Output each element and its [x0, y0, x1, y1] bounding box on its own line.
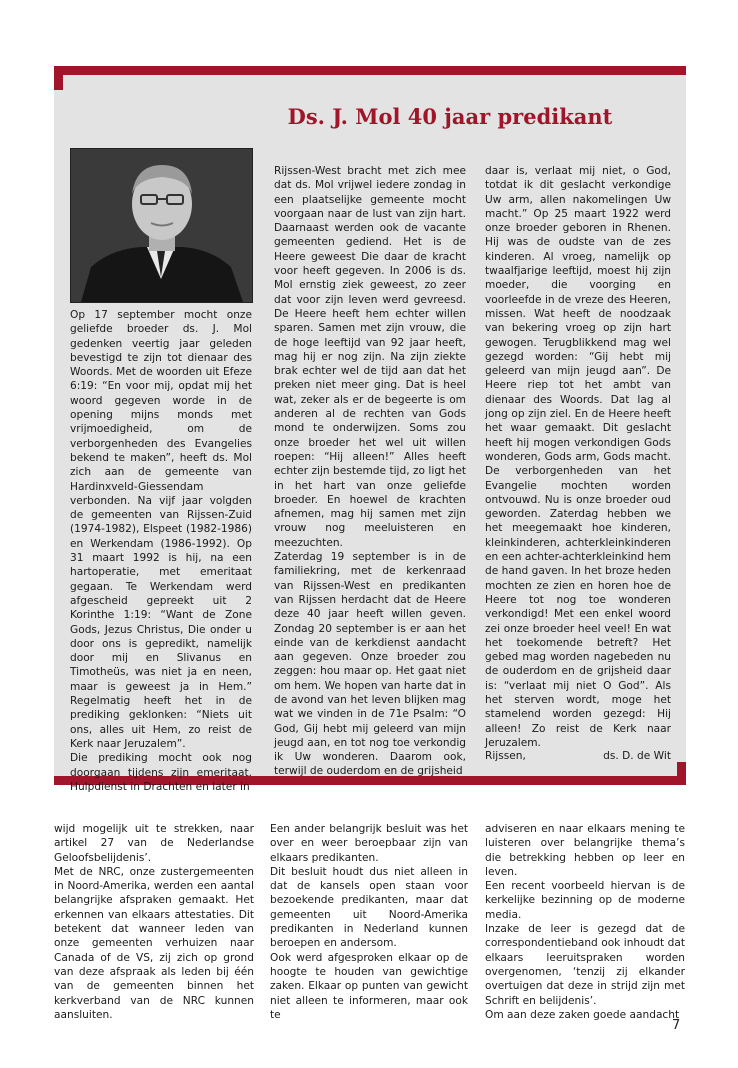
article-paragraph: Die prediking mocht ook nog doorgaan tijdens zijn emeritaat. Hulpdienst in Drachten en later in: [70, 752, 252, 793]
body-paragraph: Met de NRC, onze zustergemeenten in Noord-Amerika, werden een aantal belangrijke afspraken gemaakt. Het erkennen van elkaars attestaties. Dit betekent dat wanneer leden van onze gemeenten verhuizen naar Canada of de VS, zij zich op grond van deze afspraak als leden bij één van de gemeenten binnen het kerkverband van de NRC kunnen aansluiten.: [54, 865, 254, 1021]
body-paragraph: wijd mogelijk uit te strekken, naar artikel 27 van de Nederlandse Geloofsbelijdenis’.: [54, 823, 254, 864]
body-paragraph: Een recent voorbeeld hiervan is de kerkelijke bezinning op de moderne media.: [485, 880, 685, 921]
body-paragraph: Om aan deze zaken goede aandacht: [485, 1008, 680, 1021]
continuation-column-3: [485, 822, 685, 1022]
continuation-column-2: [270, 822, 468, 1022]
article-column-1: [70, 308, 252, 794]
body-paragraph: adviseren en naar elkaars mening te luisteren over belangrijke thema’s die betrekking hebben op leer en leven.: [485, 823, 685, 878]
frame-bar-top: [54, 66, 686, 75]
article-signature: [485, 750, 671, 762]
article-column-2: [274, 164, 466, 779]
article-paragraph: Zaterdag 19 september is in de familiekring, met de kerkenraad van Rijssen-West en predikanten van Rijssen herdacht dat de Heere deze 40 jaar heeft willen geven. Zondag 20 september is er aan het einde van de kerkdienst aandacht aan gegeven. Onze broeder zou zeggen: hou maar op. Het gaat niet om hem. We hopen van harte dat in de avond van het leven blijken mag wat we vinden in de 71e Psalm: “O God, Gij hebt mij geleerd van mijn jeugd aan, en tot nog toe verkondig ik Uw wonderen. Daarom ook, terwijl de ouderdom en de grijsheid: [274, 551, 466, 778]
body-paragraph: Dit besluit houdt dus niet alleen in dat de kansels open staan voor bezoekende predikanten, maar dat gemeenten uit Noord-Amerika predikanten in Nederland kunnen beroepen en andersom.: [270, 865, 468, 950]
body-paragraph: Een ander belangrijk besluit was het over en weer beroepbaar zijn van elkaars predikanten.: [270, 823, 468, 864]
signature-place: Rijssen,: [485, 750, 526, 762]
frame-bar-top-left: [54, 66, 63, 90]
article-title: Ds. J. Mol 40 jaar predikant: [287, 104, 613, 129]
continuation-column-1: [54, 822, 254, 1022]
article-paragraph: Op 17 september mocht onze geliefde broeder ds. J. Mol gedenken veertig jaar geleden bevestigd te zijn tot dienaar des Woords. Met de woorden uit Efeze 6:19: “En voor mij, opdat mij het woord gegeven worde in de opening mijns monds met vrijmoedigheid, om de verborgenheden des Evangelies bekend te maken”, heeft ds. Mol zich aan de gemeente van Hardinxveld-Giessendam verbonden. Na vijf jaar volgden de gemeenten van Rijssen-Zuid (1974-1982), Elspeet (1982-1986) en Werkendam (1986-1992). Op 31 maart 1992 is hij, na een hartoperatie, met emeritaat gegaan. Te Werkendam werd afgescheid gepreekt uit 2 Korinthe 1:19: “Want de Zone Gods, Jezus Christus, Die onder u door ons is gepredikt, namelijk door mij en Slivanus en Timotheüs, was niet ja en neen, maar is geweest ja in Hem.” Regelmatig heeft het in de prediking geklonken: “Niets uit ons, alles uit Hem, zo reist de Kerk naar Jeruzalem”.: [70, 309, 252, 750]
body-paragraph: Ook werd afgesproken elkaar op de hoogte te houden van gewichtige zaken. Elkaar op punten van gewicht niet alleen te informeren, maar ook te: [270, 951, 468, 1021]
article-paragraph: daar is, verlaat mij niet, o God, totdat ik dit geslacht verkondige Uw arm, allen nakomelingen Uw macht.” Op 25 maart 1922 werd onze broeder geboren in Rhenen. Hij was de oudste van de zes kinderen. Al vroeg, namelijk op twaalfjarige leeftijd, moest hij zijn moeder, die voorging en voorleefde in de vreze des Heeren, missen. Wat heeft de noodzaak van bekering vroeg op zijn hart gewogen. Terugblikkend mag wel gezegd worden: “Gij hebt mij geleerd van mijn jeugd aan”. De Heere riep tot het ambt van dienaar des Woords. Dat lag al jong op zijn ziel. En de Heere heeft het waar gemaakt. Dit geslacht heeft hij mogen verkondigen Gods wonderen, Gods arm, Gods macht. De verborgenheden van het Evangelie mochten worden ontvouwd. Nu is onze broeder oud geworden. Zaterdag hebben we het meegemaakt hoe kinderen, kleinkinderen, achterkleinkinderen en een achter-achterkleinkind hem de hand gaven. In het broze heden mochten ze zien en horen hoe de Heere tot nog toe wonderen verkondigd! Met een enkel woord zei onze broeder heel veel! En wat het toekomende betreft? Het gebed mag worden nagebeden nu de ouderdom en de grijsheid daar is: “verlaat mij niet O God”. Als het sterven wordt, moge het stamelend worden gezegd: Hij alleen! Zo reist de Kerk naar Jeruzalem.: [485, 165, 671, 749]
body-paragraph: Inzake de leer is gezegd dat de correspondentieband ook inhoudt dat elkaars leeruitspraken worden overgenomen, ‘tenzij zij elkander overtuigen dat deze in strijd zijn met Schrift en belijdenis’.: [485, 923, 685, 1007]
signature-author: ds. D. de Wit: [603, 750, 671, 762]
article-paragraph: Rijssen-West bracht met zich mee dat ds. Mol vrijwel iedere zondag in een plaatselijke gemeente mocht voorgaan naar de lust van zijn hart. Daarnaast werden ook de vacante gemeenten gediend. Het is de Heere geweest Die daar de kracht voor heeft gegeven. In 2006 is ds. Mol ernstig ziek geweest, zo zeer dat voor zijn leven werd gevreesd. De Heere heeft hem echter willen sparen. Samen met zijn vrouw, die de hoge leeftijd van 92 jaar heeft, mag hij er nog zijn. Na zijn ziekte brak echter wel de tijd aan dat het preken niet meer ging. Dat is heel wat, zeker als er de begeerte is om anderen al de rechten van Gods mond te onderwijzen. Soms zou onze broeder het wel uit willen roepen: “Hij alleen!” Alles heeft echter zijn bestemde tijd, zo ligt het in het hart van onze geliefde broeder. En hoewel de krachten afnemen, mag hij samen met zijn vrouw nog meeluisteren en meezuchten.: [274, 165, 466, 549]
page-number: 7: [672, 1018, 681, 1033]
frame-bar-bottom-right: [677, 762, 686, 785]
portrait-photo: [70, 148, 253, 303]
article-column-3: [485, 164, 671, 750]
portrait-illustration: [71, 149, 252, 302]
